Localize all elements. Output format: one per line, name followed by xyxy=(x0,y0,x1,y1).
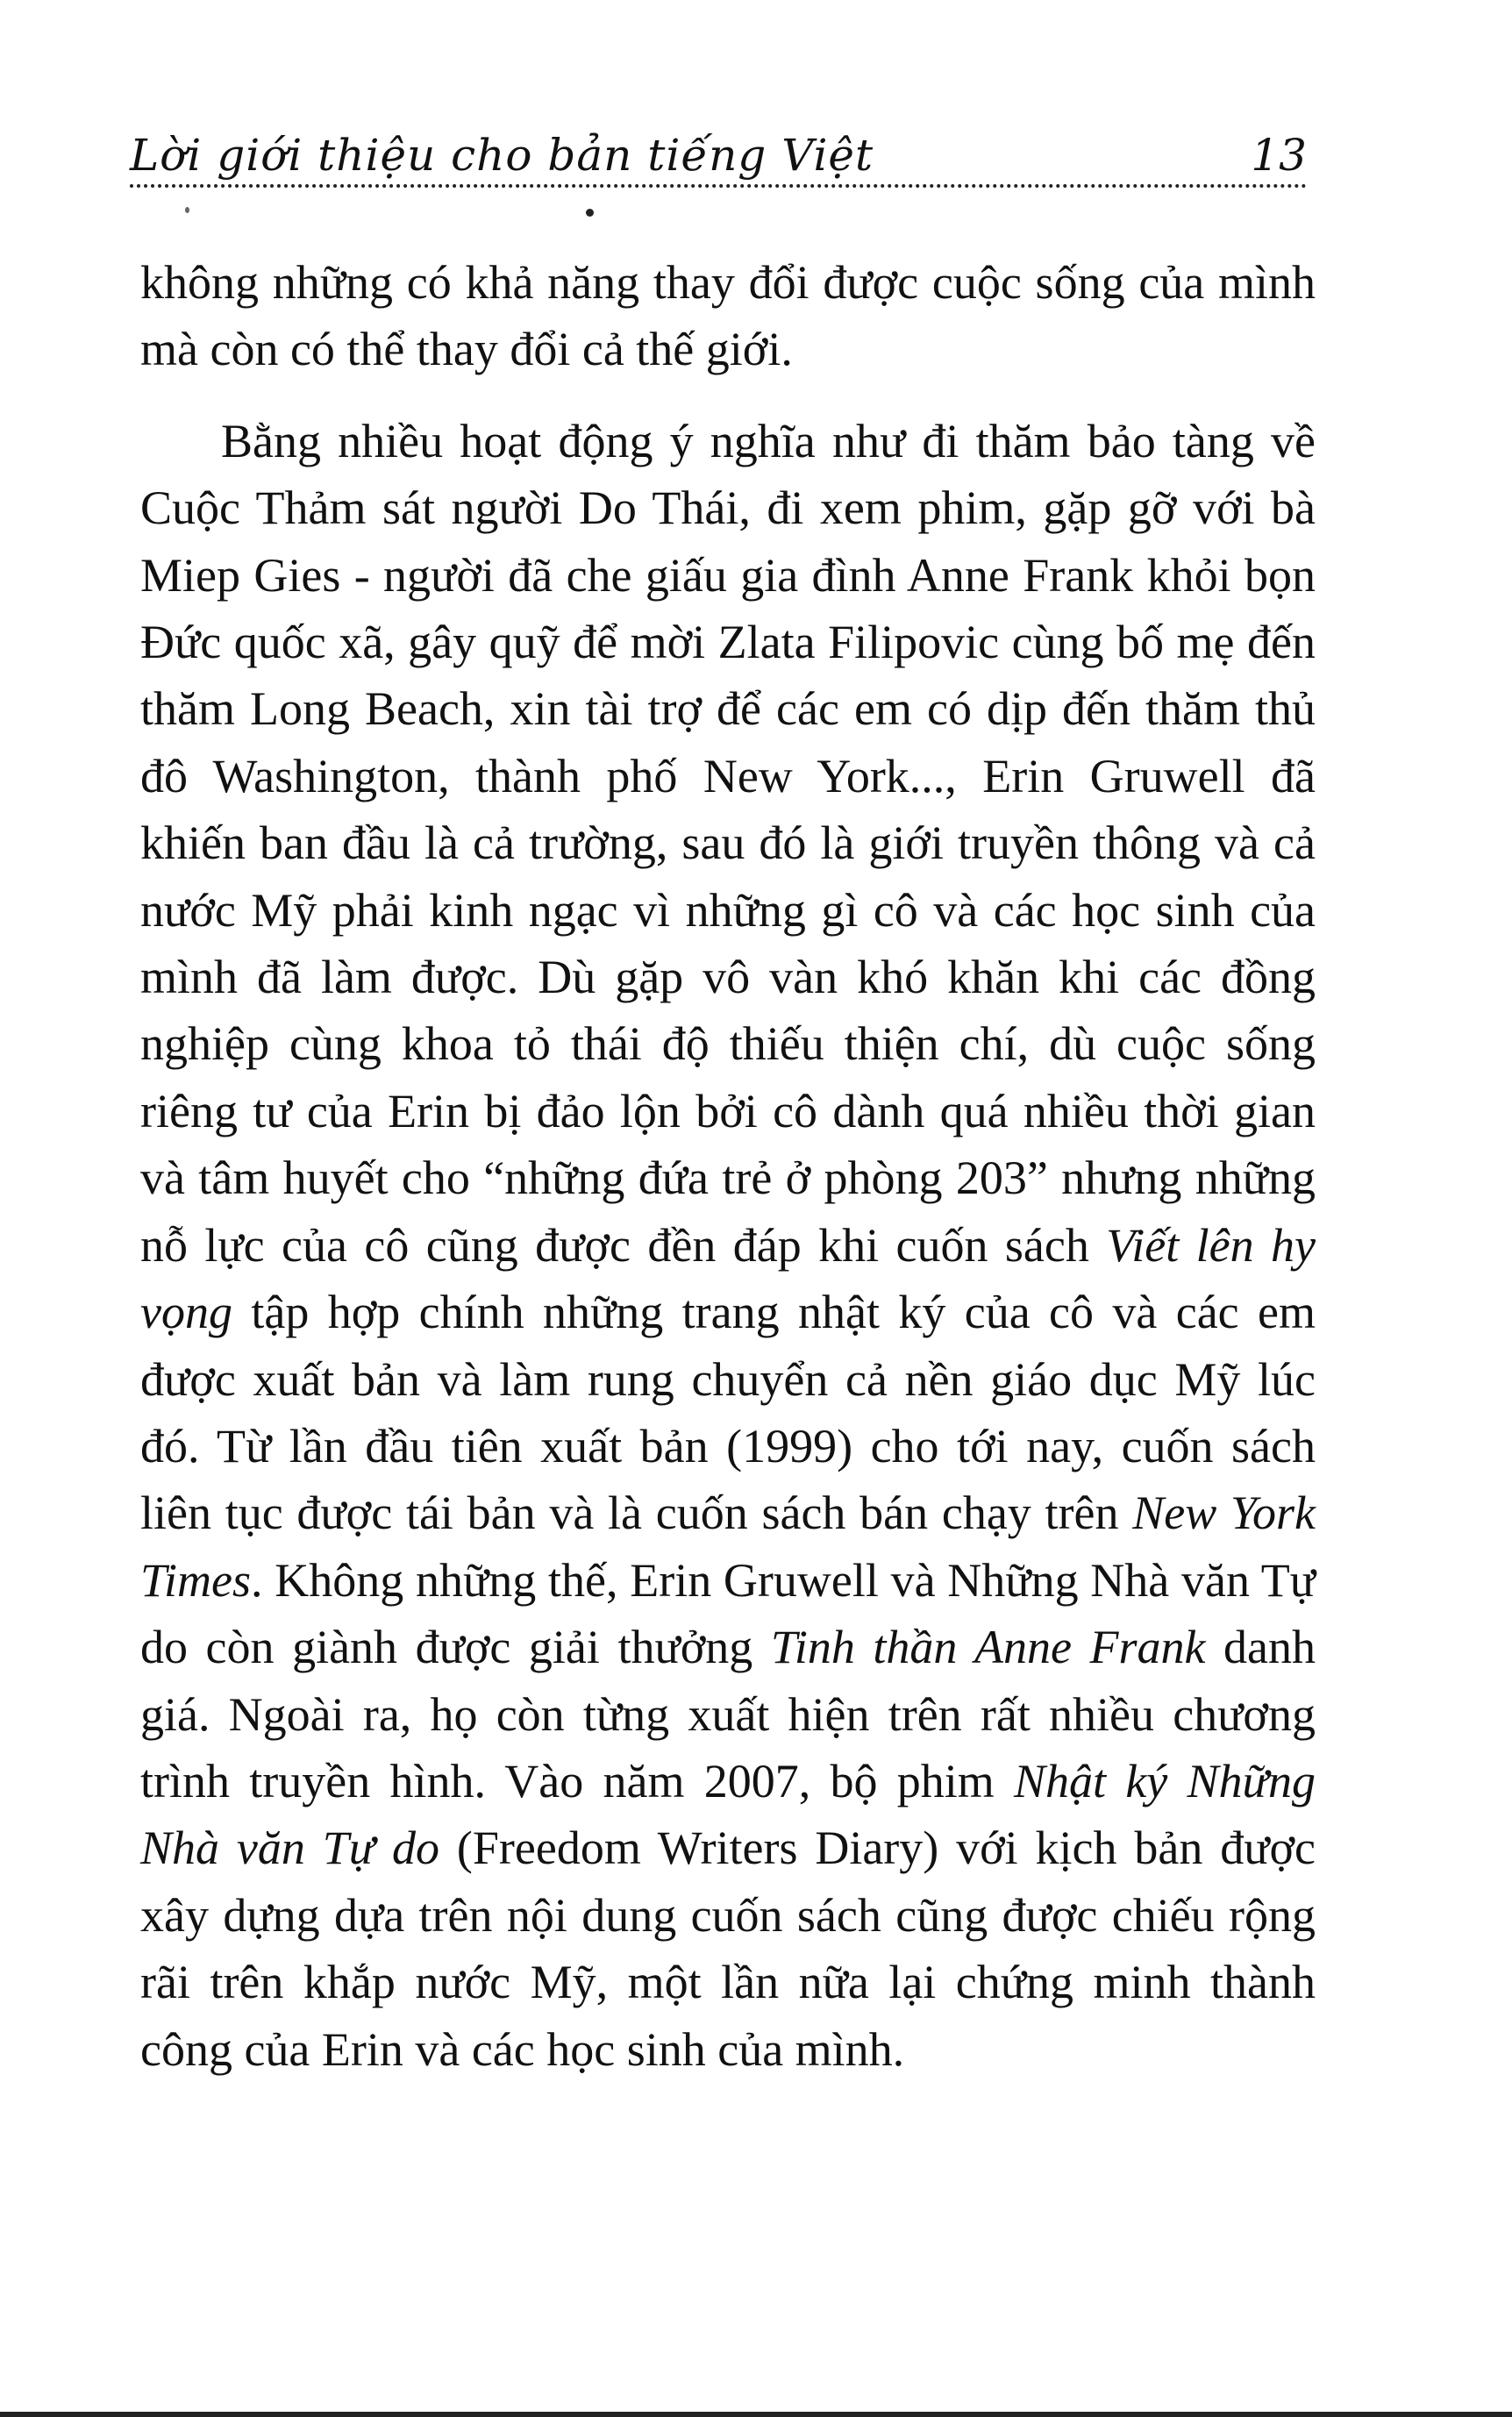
page-bottom-edge xyxy=(0,2412,1512,2417)
header-dotted-rule xyxy=(130,184,1307,188)
page-number: 13 xyxy=(1251,130,1307,181)
running-header xyxy=(130,103,1307,188)
text-segment: danh giá. Ngoài ra, họ còn từng xuất hiện trên rất nhiều chương trình truyền hình. Vào năm 2007, bộ phim xyxy=(140,1621,1316,1807)
ink-speck xyxy=(185,207,189,213)
book-title-italic: Viết lên hy vọng xyxy=(140,1218,1316,1339)
text-segment: Bằng nhiều hoạt động ý nghĩa như đi thăm bảo tàng về Cuộc Thảm sát người Do Thái, đi xem phim, gặp gỡ với bà Miep Gies - người đã che giấu gia đình Anne Frank khỏi bọn Đức quốc xã, gây quỹ để mời Zlata Filipovic cùng bố mẹ đến thăm Long Beach, xin tài trợ để các em có dịp đến thăm thủ đô Washington, thành phố New York..., Erin Gruwell đã khiến ban đầu là cả trường, sau đó là giới truyền thông và cả nước Mỹ phải kinh ngạc vì những gì cô và các học sinh của mình đã làm được. Dù gặp vô vàn khó khăn khi các đồng nghiệp cùng khoa tỏ thái độ thiếu thiện chí, dù cuộc sống riêng tư của Erin bị đảo lộn bởi cô dành quá nhiều thời gian và tâm huyết cho “những đứa trẻ ở phòng 203” nhưng những nỗ lực của cô cũng được đền đáp khi cuốn sách xyxy=(140,414,1316,1272)
header-title: Lời giới thiệu cho bản tiếng Việt xyxy=(130,130,874,181)
paragraph-continuation: không những có khả năng thay đổi được cuộc sống của mình mà còn có thể thay đổi cả thế giới. xyxy=(140,256,1316,376)
body-text xyxy=(140,249,1316,2083)
ink-speck xyxy=(586,209,594,217)
newspaper-title-italic: New York Times xyxy=(140,1487,1316,1607)
film-title-italic: Nhật ký Những Nhà văn Tự do xyxy=(140,1754,1316,1875)
award-title-italic: Tinh thần Anne Frank xyxy=(770,1621,1206,1674)
text-segment: tập hợp chính những trang nhật ký của cô và các em được xuất bản và làm rung chuyển cả nền giáo dục Mỹ lúc đó. Từ lần đầu tiên xuất bản (1999) cho tới nay, cuốn sách liên tục được tái bản và là cuốn sách bán chạy trên xyxy=(140,1286,1316,1540)
text-segment: . Không những thế, Erin Gruwell và Những Nhà văn Tự do còn giành được giải thưởng xyxy=(140,1553,1316,1674)
paragraph-main xyxy=(140,408,1316,2083)
text-segment: (Freedom Writers Diary) với kịch bản được xây dựng dựa trên nội dung cuốn sách cũng được chiếu rộng rãi trên khắp nước Mỹ, một lần nữa lại chứng minh thành công của Erin và các học sinh của mình. xyxy=(140,1822,1316,2076)
